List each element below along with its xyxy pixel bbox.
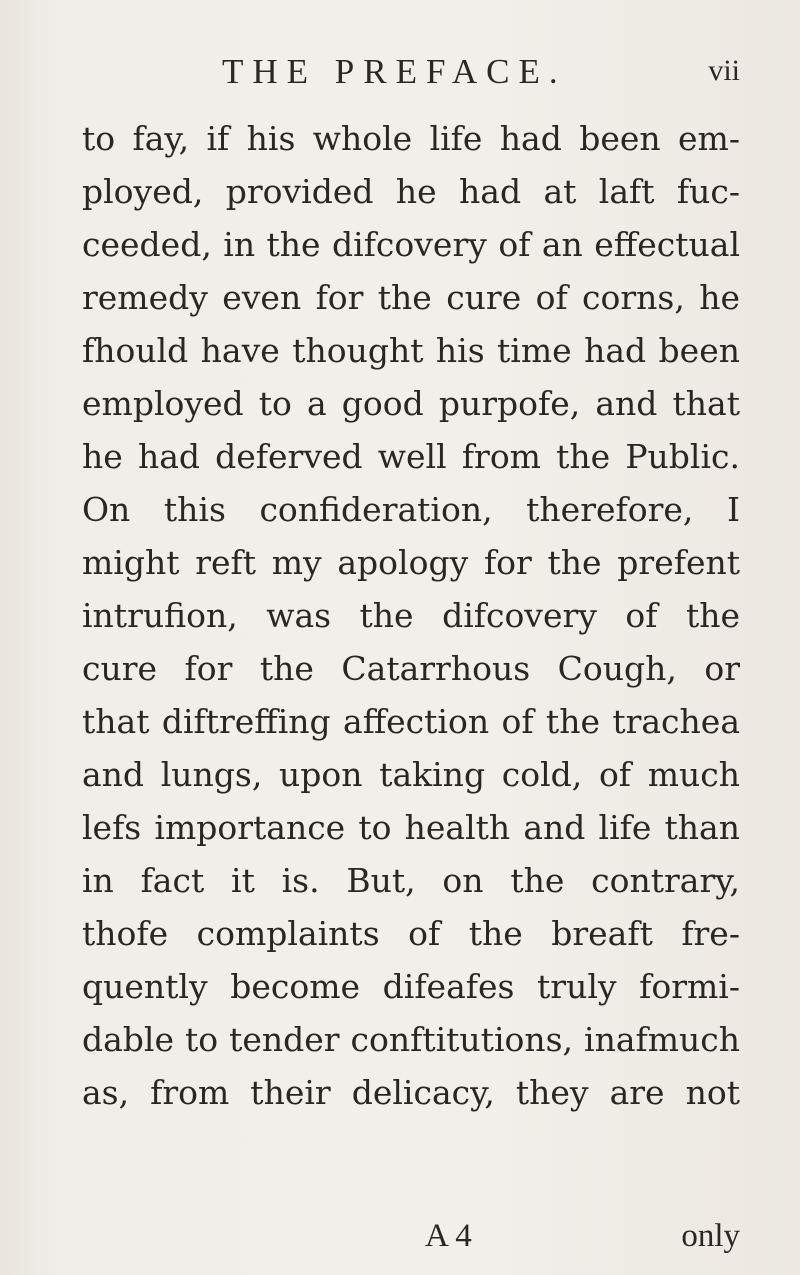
text-line: remedy even for the cure of corns, he bbox=[82, 278, 740, 317]
text-line: lefs importance to health and life than bbox=[82, 808, 740, 847]
page-number: vii bbox=[708, 54, 740, 87]
header-title: THE PREFACE. bbox=[222, 52, 567, 91]
page-footer bbox=[82, 1218, 740, 1262]
text-line: and lungs, upon taking cold, of much bbox=[82, 755, 740, 794]
text-line: quently become difeafes truly formi- bbox=[82, 967, 740, 1006]
text-line: as, from their delicacy, they are not bbox=[82, 1073, 740, 1112]
body-text bbox=[82, 112, 740, 1119]
text-line: employed to a good purpofe, and that bbox=[82, 384, 740, 423]
signature-mark: A 4 bbox=[425, 1218, 472, 1254]
text-line: thofe complaints of the breaft fre- bbox=[82, 914, 740, 953]
text-line: fhould have thought his time had been bbox=[82, 331, 740, 370]
text-line: he had deferved well from the Public. bbox=[82, 437, 740, 476]
text-line: cure for the Catarrhous Cough, or bbox=[82, 649, 740, 688]
text-line: ployed, provided he had at laft fuc- bbox=[82, 172, 740, 211]
text-line: On this confideration, therefore, I bbox=[82, 490, 740, 529]
text-line: in fact it is. But, on the contrary, bbox=[82, 861, 740, 900]
catchword: only bbox=[681, 1218, 740, 1254]
text-line: ceeded, in the difcovery of an effectual bbox=[82, 225, 740, 264]
text-line: to fay, if his whole life had been em- bbox=[82, 119, 740, 158]
text-line: intrufion, was the difcovery of the bbox=[82, 596, 740, 635]
running-header bbox=[222, 52, 740, 96]
text-line: dable to tender conftitutions, inafmuch bbox=[82, 1020, 740, 1059]
text-line: might reft my apology for the prefent bbox=[82, 543, 740, 582]
text-line: that diftreffing affection of the trachea bbox=[82, 702, 740, 741]
